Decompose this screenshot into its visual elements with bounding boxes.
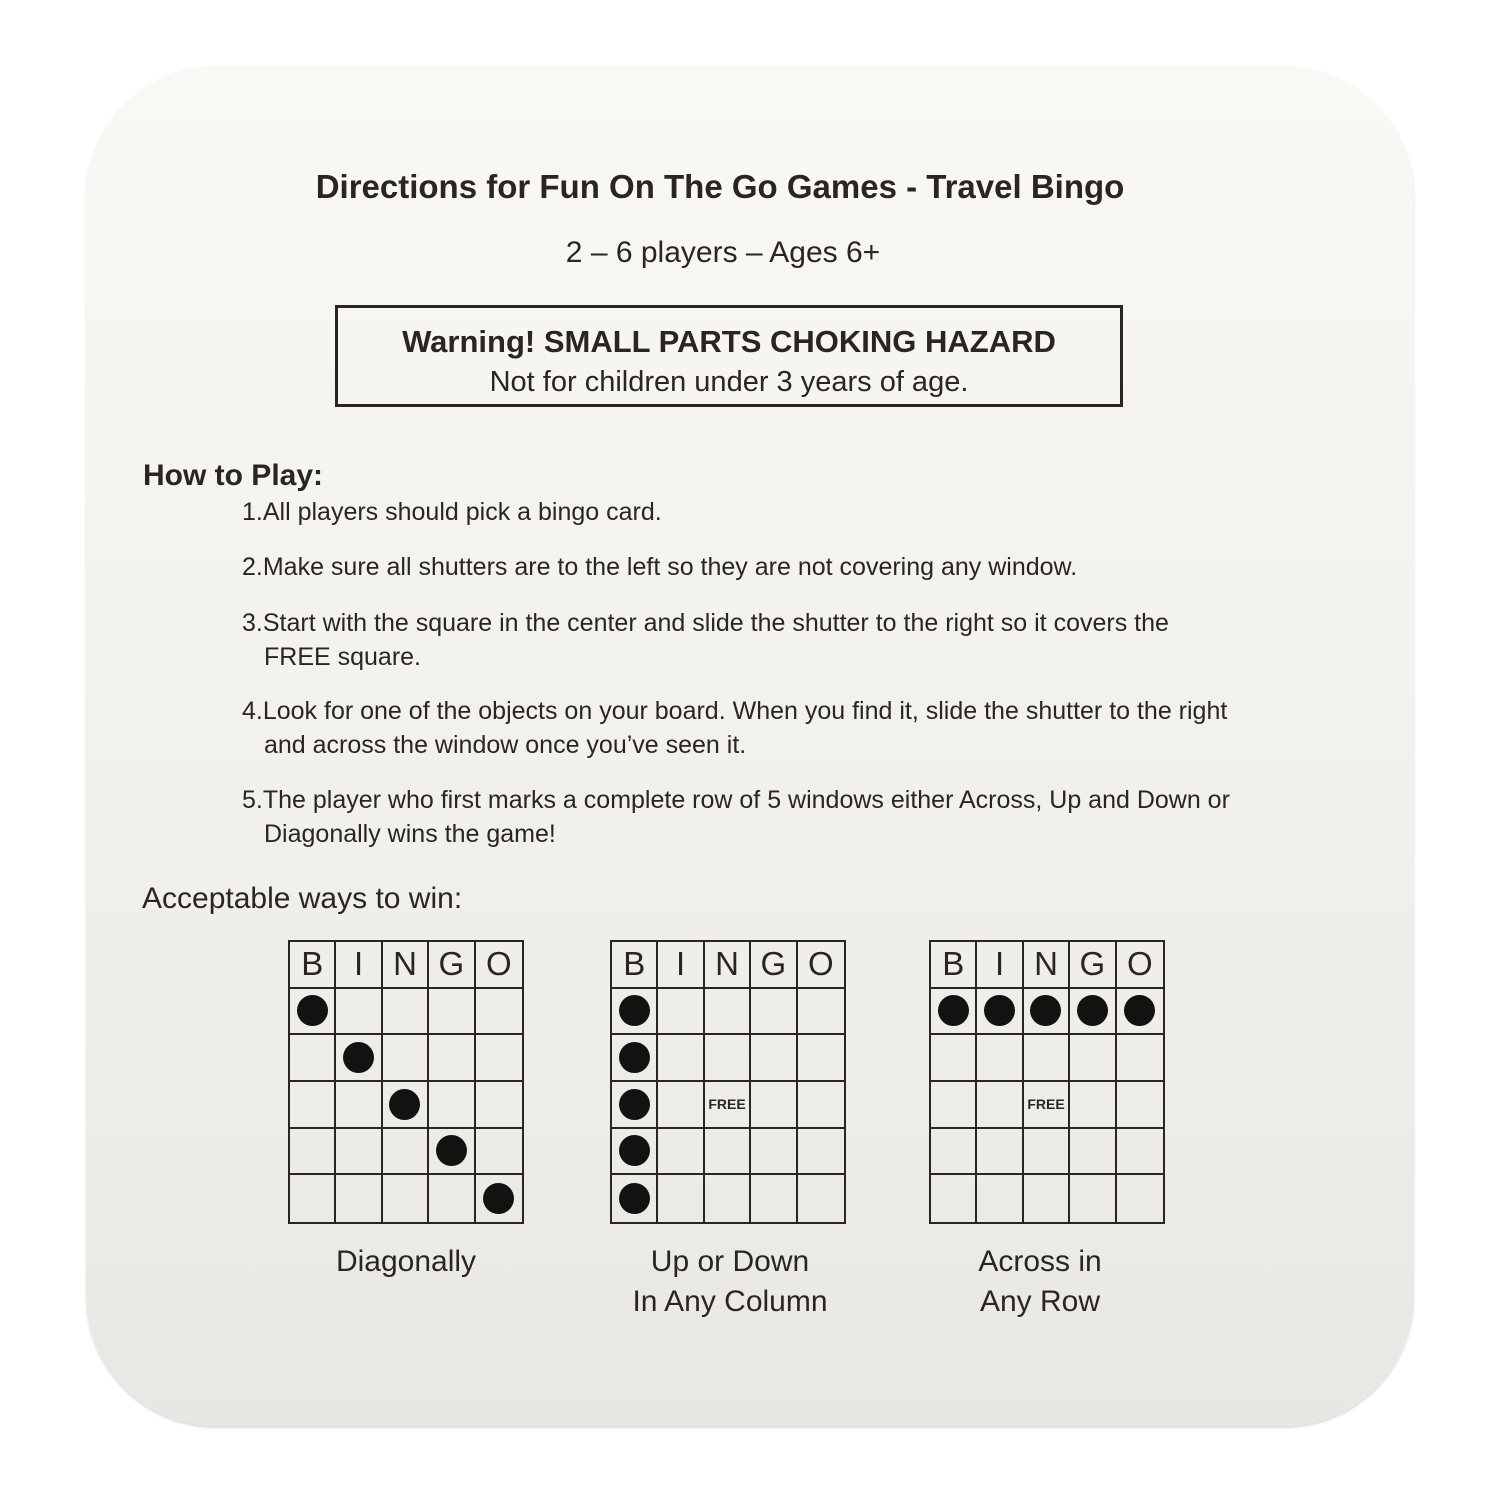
bingo-cell [705,1035,751,1082]
marker-dot-icon [619,1183,650,1214]
bingo-cell [705,1129,751,1176]
bingo-cell [1024,1035,1070,1082]
bingo-cell [429,1082,475,1129]
page-title: Directions for Fun On The Go Games - Travel Bingo [315,168,1125,205]
marker-dot-icon [938,995,969,1026]
bingo-cell [931,1082,977,1129]
bingo-header-letter: G [1070,942,1116,989]
bingo-header-letter: I [977,942,1023,989]
bingo-cell [705,989,751,1036]
bingo-header-letter: G [751,942,797,989]
bingo-cell [612,1035,658,1082]
bingo-cell [476,1082,522,1129]
bingo-cell [612,1082,658,1129]
bingo-cell [1070,1082,1116,1129]
bingo-cell [290,1175,336,1222]
bingo-cell [429,1175,475,1222]
bingo-grid-column [610,940,846,1224]
warning-text: Not for children under 3 years of age. [489,366,969,398]
step-text-continued: Diagonally wins the game! [264,820,556,848]
bingo-header-letter: B [612,942,658,989]
bingo-cell [336,1082,382,1129]
bingo-cell [751,1175,797,1222]
bingo-header-letter: I [658,942,704,989]
bingo-cell [290,1082,336,1129]
bingo-cell [977,1082,1023,1129]
bingo-cell [1070,989,1116,1036]
bingo-cell [1024,989,1070,1036]
step-2 [242,550,1077,584]
player-age-info: 2 – 6 players – Ages 6+ [565,236,881,269]
bingo-cell [383,1129,429,1176]
bingo-cell [290,1129,336,1176]
bingo-cell [612,1129,658,1176]
bingo-cell [336,1035,382,1082]
bingo-cell [751,1129,797,1176]
marker-dot-icon [1077,995,1108,1026]
bingo-cell [658,1035,704,1082]
bingo-header-letter: N [705,942,751,989]
bingo-cell [1024,1175,1070,1222]
caption-row [900,1242,1180,1322]
caption-line: Any Row [979,1285,1101,1318]
bingo-cell [798,1129,844,1176]
step-1 [242,495,662,529]
bingo-cell [612,1175,658,1222]
bingo-cell [751,1035,797,1082]
bingo-cell [383,989,429,1036]
bingo-cell [476,1035,522,1082]
bingo-cell [290,989,336,1036]
marker-dot-icon [297,995,328,1026]
how-to-play-heading: How to Play: [143,459,324,492]
bingo-header-letter: G [429,942,475,989]
caption-diagonal [288,1242,524,1282]
caption-line: In Any Column [632,1285,828,1318]
bingo-cell [658,1129,704,1176]
bingo-cell [476,1129,522,1176]
bingo-cell [658,989,704,1036]
marker-dot-icon [436,1135,467,1166]
bingo-cell [705,1175,751,1222]
step-3 [242,606,1169,674]
bingo-cell [476,1175,522,1222]
step-text-continued: FREE square. [264,643,422,671]
bingo-cell [336,1129,382,1176]
bingo-cell [429,989,475,1036]
bingo-cell [1117,1175,1163,1222]
step-text-continued: and across the window once you’ve seen it. [264,731,747,759]
bingo-cell [798,1082,844,1129]
marker-dot-icon [483,1183,514,1214]
bingo-cell [1024,1082,1070,1129]
bingo-grid-diagonal [288,940,524,1224]
bingo-cell [1070,1175,1116,1222]
marker-dot-icon [619,1135,650,1166]
bingo-cell [476,989,522,1036]
bingo-header-letter: O [1117,942,1163,989]
step-text: 2.Make sure all shutters are to the left so they are not covering any window. [242,553,1078,581]
bingo-cell [798,1035,844,1082]
caption-line: Across in [978,1245,1102,1278]
bingo-cell [658,1175,704,1222]
bingo-cell [612,989,658,1036]
bingo-header-letter: B [931,942,977,989]
marker-dot-icon [389,1089,420,1120]
step-text: 4.Look for one of the objects on your board. When you find it, slide the shutter to the right [242,697,1228,725]
bingo-cell [383,1035,429,1082]
bingo-header-letter: O [798,942,844,989]
bingo-cell [977,1175,1023,1222]
marker-dot-icon [619,1089,650,1120]
bingo-cell [1117,1035,1163,1082]
bingo-cell [1070,1035,1116,1082]
bingo-cell [1117,1082,1163,1129]
step-5 [242,783,1230,851]
bingo-cell [977,1129,1023,1176]
free-space-label: FREE [708,1096,746,1113]
free-space-label: FREE [1027,1096,1065,1113]
bingo-cell [931,1035,977,1082]
bingo-cell [977,1035,1023,1082]
bingo-cell [798,989,844,1036]
bingo-header-letter: N [383,942,429,989]
caption-line: Up or Down [650,1245,810,1278]
bingo-cell [798,1175,844,1222]
bingo-header-letter: I [336,942,382,989]
bingo-header-letter: N [1024,942,1070,989]
ways-to-win-heading: Acceptable ways to win: [142,882,463,915]
marker-dot-icon [343,1042,374,1073]
step-text: 5.The player who first marks a complete row of 5 windows either Across, Up and Down or [242,786,1230,814]
marker-dot-icon [619,1042,650,1073]
bingo-cell [1070,1129,1116,1176]
bingo-cell [751,989,797,1036]
bingo-cell [1024,1129,1070,1176]
marker-dot-icon [1030,995,1061,1026]
step-4 [242,694,1227,762]
caption-line: Diagonally [335,1245,477,1278]
bingo-header-letter: O [476,942,522,989]
step-text: 3.Start with the square in the center and slide the shutter to the right so it covers the [242,609,1169,637]
bingo-cell [1117,1129,1163,1176]
bingo-cell [1117,989,1163,1036]
marker-dot-icon [984,995,1015,1026]
bingo-cell [658,1082,704,1129]
step-text: 1.All players should pick a bingo card. [242,498,662,526]
caption-column [580,1242,880,1322]
marker-dot-icon [619,995,650,1026]
bingo-cell [705,1082,751,1129]
bingo-cell [931,1129,977,1176]
bingo-cell [931,1175,977,1222]
bingo-header-letter: B [290,942,336,989]
warning-box [335,305,1123,407]
bingo-cell [429,1129,475,1176]
warning-title: Warning! SMALL PARTS CHOKING HAZARD [402,324,1056,359]
bingo-cell [931,989,977,1036]
marker-dot-icon [1124,995,1155,1026]
bingo-cell [336,989,382,1036]
bingo-cell [336,1175,382,1222]
bingo-cell [290,1035,336,1082]
bingo-grid-row [929,940,1165,1224]
bingo-cell [383,1175,429,1222]
bingo-cell [751,1082,797,1129]
bingo-cell [383,1082,429,1129]
bingo-cell [429,1035,475,1082]
bingo-cell [977,989,1023,1036]
